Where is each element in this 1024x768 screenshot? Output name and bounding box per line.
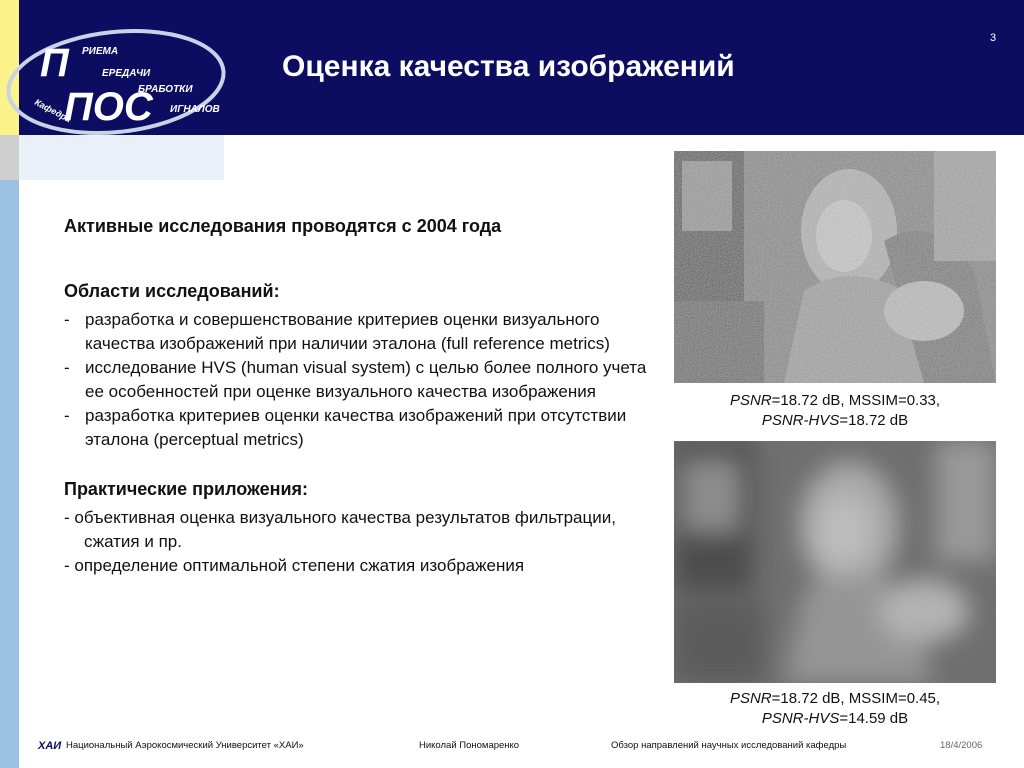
- psnr-label: PSNR: [729, 392, 772, 409]
- footer-topic: Обзор направлений научных исследований кафедры: [611, 740, 847, 751]
- logo-word-3: БРАБОТКИ: [138, 84, 193, 95]
- list-item-text: исследование HVS (human visual system) с целью более полного учета ее особенностей при оценке визуального качества изображения: [85, 358, 647, 401]
- footer-date: 18/4/2006: [940, 740, 983, 751]
- logo-word-4: ИГНАЛОВ: [170, 104, 220, 115]
- list-item-text: разработка и совершенствование критериев оценки визуального качества изображений при наличии эталона (full reference metrics): [85, 310, 610, 353]
- logo-side-word: Кафедра: [33, 96, 73, 125]
- footer-author: Николай Пономаренко: [419, 740, 520, 751]
- psnr-label: PSNR: [729, 690, 772, 707]
- footer-university: Национальный Аэрокосмический Университет «ХАИ»: [66, 740, 304, 751]
- bullet-dash: -: [64, 310, 70, 329]
- slide-body: [64, 214, 654, 578]
- caption-blurred-image: [674, 689, 996, 729]
- page-title: Оценка качества изображений: [282, 50, 735, 83]
- psnr-hvs-label: PSNR-HVS: [761, 412, 840, 429]
- heading-applications: Практические приложения:: [64, 479, 309, 499]
- psnr-hvs-value: =18.72 dB: [839, 412, 909, 429]
- list-item: [64, 308, 654, 356]
- accent-strip-blue: [0, 180, 19, 768]
- psnr-hvs-label: PSNR-HVS: [761, 710, 840, 727]
- list-item: - объективная оценка визуального качества результатов фильтрации, сжатия и пр.: [64, 508, 616, 551]
- heading-research-areas: Области исследований:: [64, 281, 280, 301]
- logo-word-1: РИЕМА: [82, 46, 119, 57]
- psnr-value: =18.72 dB, MSSIM=0.33,: [771, 392, 941, 409]
- psnr-value: =18.72 dB, MSSIM=0.45,: [771, 690, 941, 707]
- department-logo: [4, 24, 236, 150]
- list-item: [64, 404, 654, 452]
- psnr-hvs-value: =14.59 dB: [839, 710, 909, 727]
- logo-word-2: ЕРЕДАЧИ: [102, 68, 151, 79]
- list-item-text: разработка критериев оценки качества изображений при отсутствии эталона (perceptual metrics): [85, 406, 627, 449]
- blurred-test-image: [674, 441, 996, 683]
- list-item: - определение оптимальной степени сжатия изображения: [64, 556, 525, 575]
- list-item: [64, 356, 654, 404]
- slide-number: 3: [990, 32, 997, 44]
- noisy-test-image: [674, 151, 996, 383]
- bullet-dash: -: [64, 358, 70, 377]
- heading-active-research: Активные исследования проводятся с 2004 года: [64, 216, 502, 236]
- footer-university-logo: ХАИ: [38, 740, 62, 752]
- logo-letter-p: П: [40, 41, 69, 85]
- logo-letters-pos: ПОС: [64, 85, 153, 129]
- caption-noisy-image: [674, 391, 996, 431]
- bullet-dash: -: [64, 406, 70, 425]
